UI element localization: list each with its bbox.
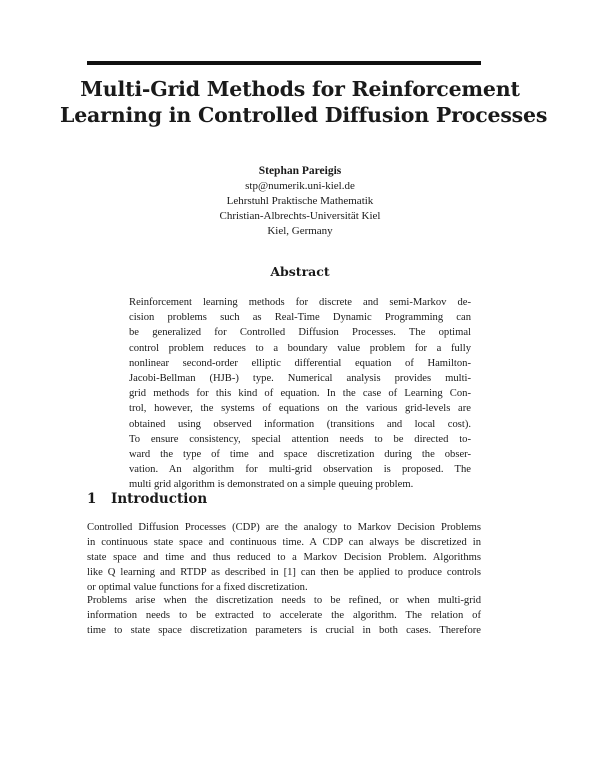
paper-title — [60, 76, 548, 128]
abstract-line: cision problems such as Real-Time Dynamic Programming can — [129, 312, 471, 324]
abstract-line: trol, however, the systems of equations on the various grid-levels are — [129, 403, 471, 415]
abstract-line: Jacobi-Bellman (HJB-) type. Numerical analysis provides multi- — [129, 373, 471, 385]
author-email: stp@numerik.uni-kiel.de — [245, 180, 355, 192]
section-heading — [87, 491, 207, 507]
abstract-line: vation. An algorithm for multi-grid observation is proposed. The — [129, 464, 471, 476]
abstract-line: Reinforcement learning methods for discrete and semi-Markov de- — [129, 297, 471, 308]
intro-paragraph-2 — [87, 593, 481, 638]
abstract-line: To ensure consistency, special attention needs to be directed to- — [129, 433, 471, 445]
abstract-line: grid methods for this kind of equation. In the case of Learning Con- — [129, 388, 471, 400]
paragraph-line: Problems arise when the discretization needs to be refined, or when multi-grid — [87, 595, 481, 606]
abstract-line: control problem reduces to a boundary value problem for a fully — [129, 342, 471, 354]
abstract-line: obtained using observed information (transitions and local cost). — [129, 418, 471, 430]
paragraph-line: state space and time and thus reduced to a Markov Decision Problem. Algorithms — [87, 552, 481, 564]
author-university: Christian-Albrechts-Universität Kiel — [219, 210, 381, 222]
author-department: Lehrstuhl Praktische Mathematik — [226, 195, 374, 207]
section-number: 1 — [87, 491, 97, 507]
paragraph-line: Controlled Diffusion Processes (CDP) are the analogy to Markov Decision Problems — [87, 522, 481, 533]
paragraph-line: information needs to be extracted to accelerate the algorithm. The relation of — [87, 610, 481, 622]
author-name: Stephan Pareigis — [258, 165, 342, 177]
title-rule — [87, 61, 481, 65]
title-line: Multi-Grid Methods for Reinforcement — [80, 77, 520, 101]
abstract-line: nonlinear second-order elliptic differential equation of Hamilton- — [129, 357, 471, 369]
paragraph-line: or optimal value functions for a fixed discretization. — [87, 582, 308, 594]
author-block — [0, 164, 600, 239]
intro-paragraph-1 — [87, 520, 481, 595]
title-line: Learning in Controlled Diffusion Processes — [60, 103, 548, 127]
abstract-line: ward the type of time and space discretization during the obser- — [129, 449, 471, 461]
paragraph-line: like Q learning and RTDP as described in [1] can then be applied to produce controls — [87, 567, 481, 579]
section-title: Introduction — [111, 491, 208, 507]
author-location: Kiel, Germany — [267, 225, 333, 237]
paragraph-line: time to state space discretization parameters is crucial in both cases. Therefore — [87, 625, 481, 637]
abstract-line: multi grid algorithm is demonstrated on a simple queuing problem. — [129, 479, 414, 491]
abstract-text — [129, 295, 471, 493]
abstract-heading: Abstract — [270, 264, 330, 279]
paragraph-line: in continuous state space and continuous time. A CDP can always be discretized in — [87, 537, 481, 549]
abstract-line: be generalized for Controlled Diffusion Processes. The optimal — [129, 327, 471, 339]
